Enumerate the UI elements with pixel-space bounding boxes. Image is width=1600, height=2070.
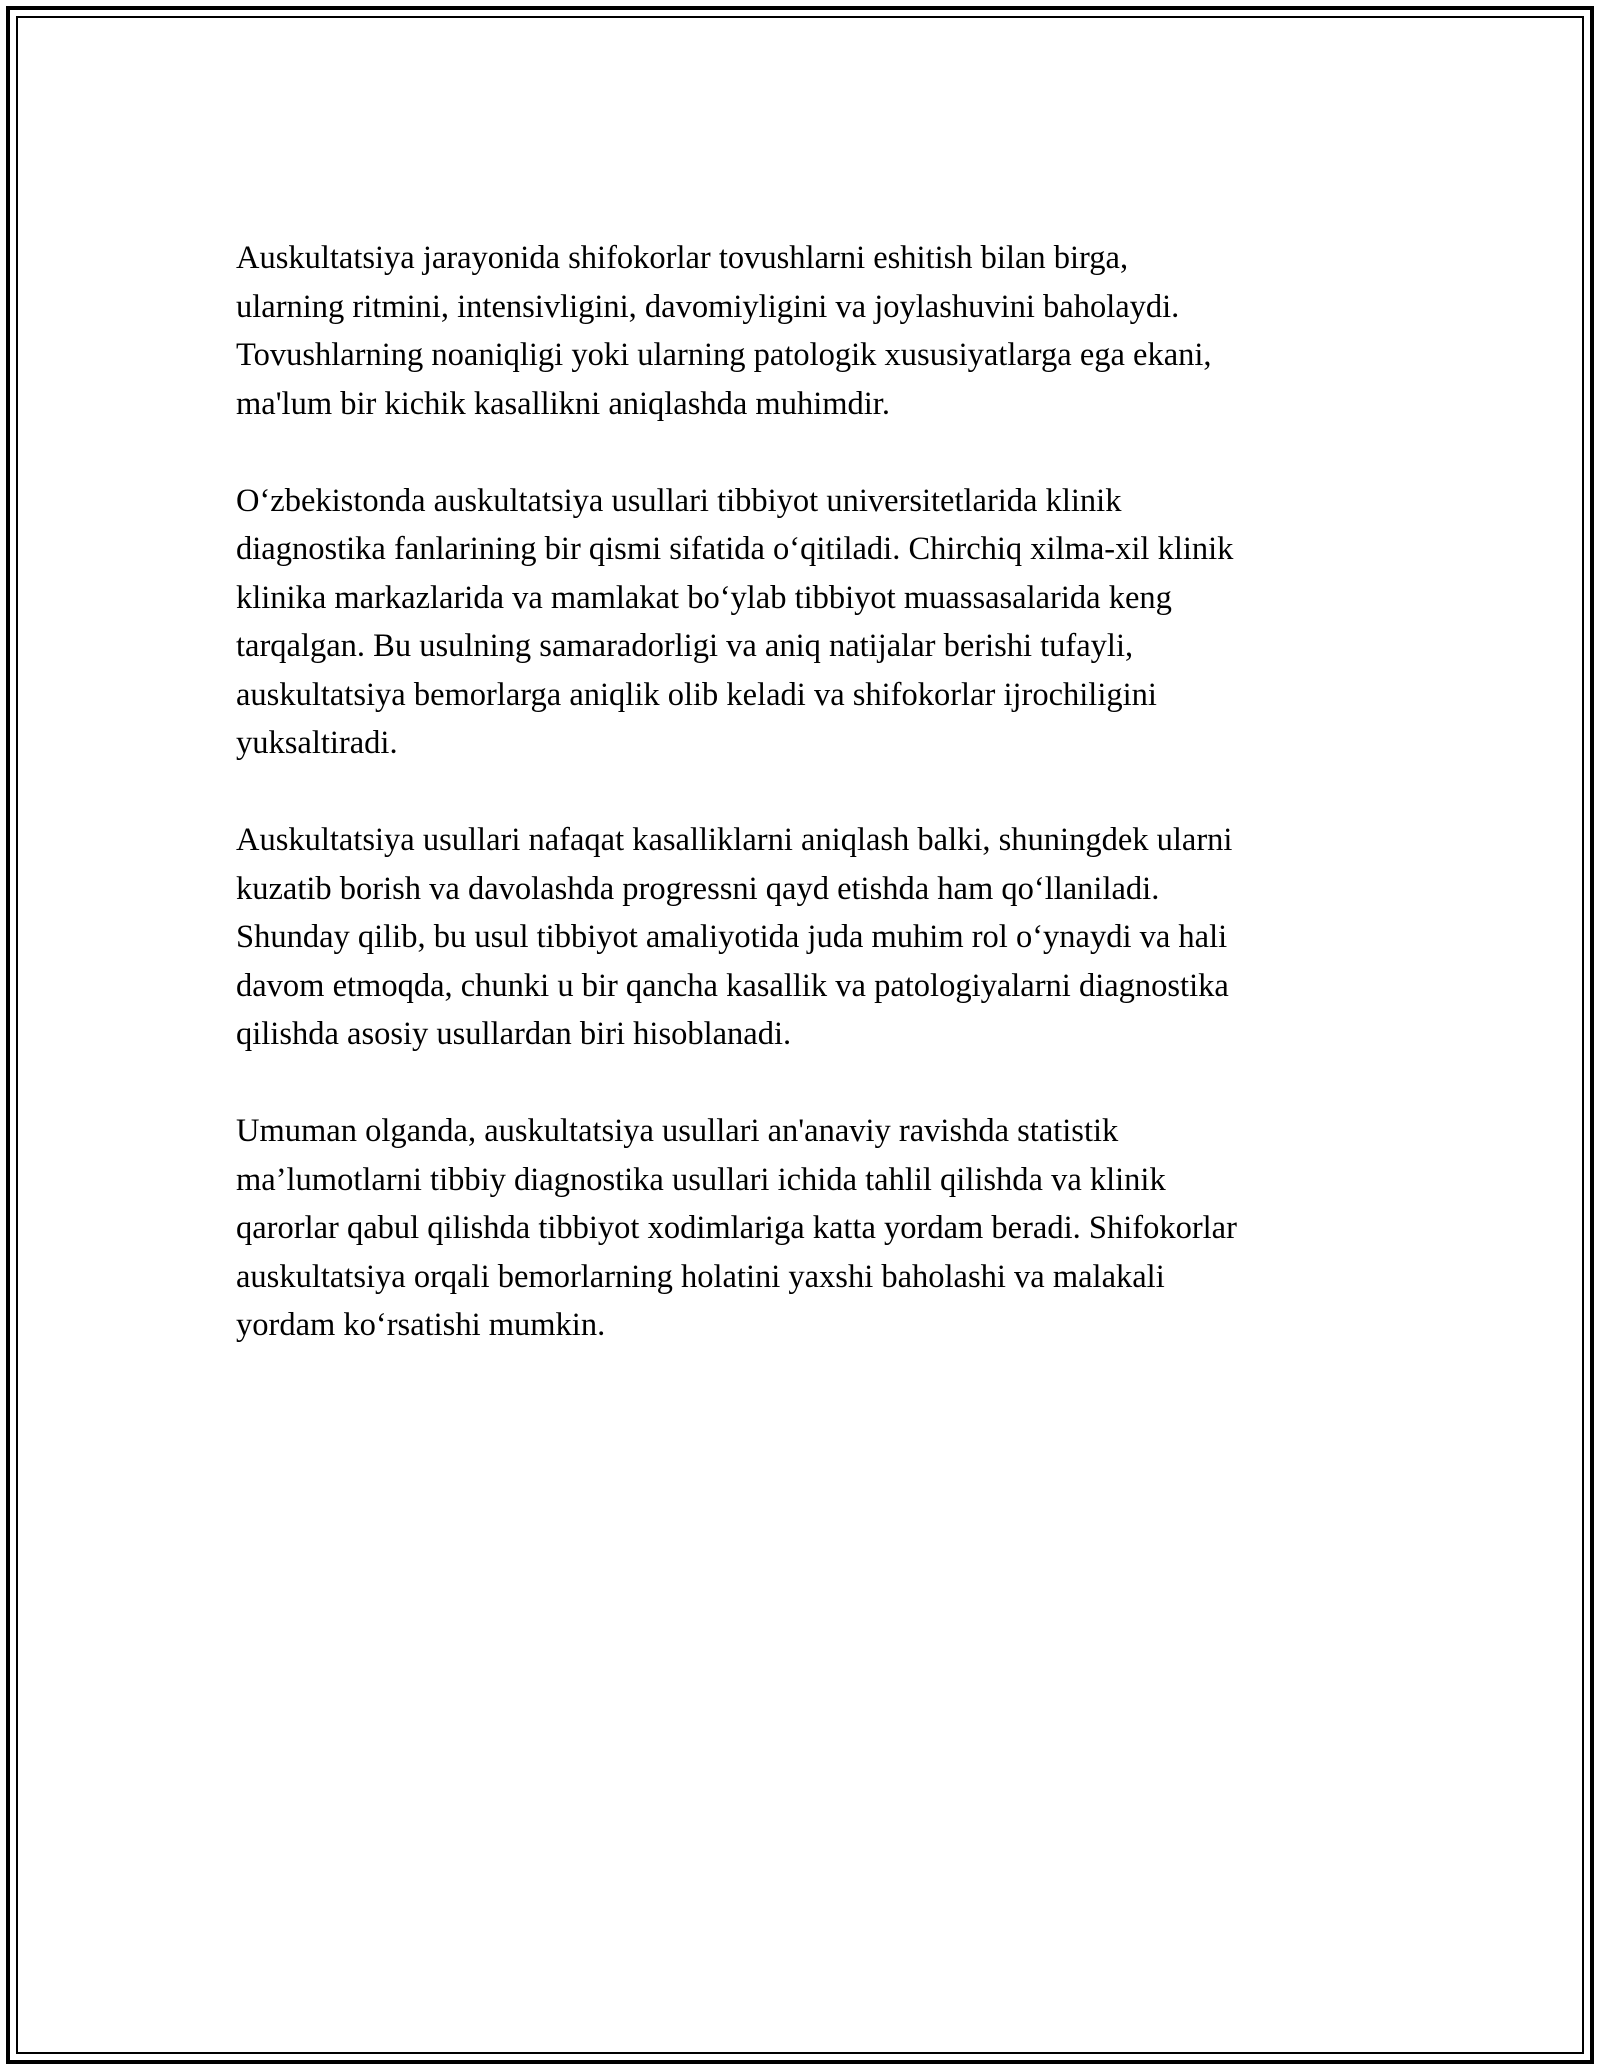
paragraph-4: Umuman olganda, auskultatsiya usullari an'anaviy ravishda statistik ma’lumotlarni tibbiy diagnostika usullari ichida tahlil qilishda va klinik qarorlar qabul qilishda tibbiyot xodimlariga katta yordam beradi. Shifokorlar auskultatsiya orqali bemorlarning holatini yaxshi baholashi va malakali yordam ko‘rsatishi mumkin.	[236, 1113, 1237, 1343]
paragraph-3: Auskultatsiya usullari nafaqat kasalliklarni aniqlash balki, shuningdek ularni kuzatib borish va davolashda progressni qayd etishda ham qo‘llaniladi. Shunday qilib, bu usul tibbiyot amaliyotida juda muhim rol o‘ynaydi va hali davom etmoqda, chunki u bir qancha kasallik va patologiyalarni diagnostika qilishda asosiy usullardan biri hisoblanadi.	[236, 822, 1233, 1052]
document-body	[236, 234, 1386, 1398]
paragraph-2: O‘zbekistonda auskultatsiya usullari tibbiyot universitetlarida klinik diagnostika fanlarining bir qismi sifatida o‘qitiladi. Chirchiq xilma-xil klinik klinika markazlarida va mamlakat bo‘ylab tibbiyot muassasalarida keng tarqalgan. Bu usulning samaradorligi va aniq natijalar berishi tufayli, auskultatsiya bemorlarga aniqlik olib keladi va shifokorlar ijrochiligini yuksaltiradi.	[236, 482, 1234, 761]
paragraph-1: Auskultatsiya jarayonida shifokorlar tovushlarni eshitish bilan birga, ularning ritmini, intensivligini, davomiyligini va joylashuvini baholaydi. Tovushlarning noaniqligi yoki ularning patologik xususiyatlarga ega ekani, ma'lum bir kichik kasallikni aniqlashda muhimdir.	[236, 240, 1212, 422]
